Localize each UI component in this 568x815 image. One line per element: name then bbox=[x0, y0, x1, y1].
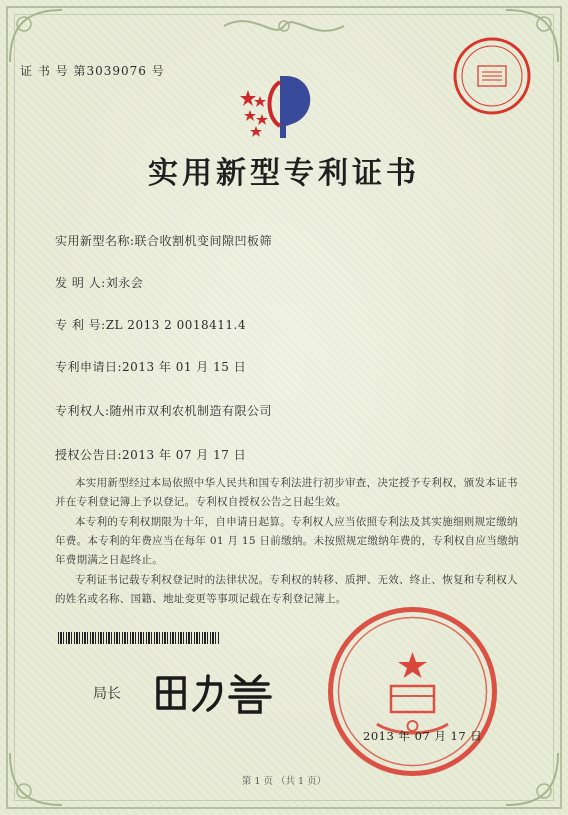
field-value: 随州市双利农机制造有限公司 bbox=[109, 404, 273, 418]
director-signature bbox=[150, 670, 280, 722]
office-seal-icon bbox=[325, 604, 500, 779]
field-application-date bbox=[55, 358, 246, 375]
field-value: 2013 年 07 月 17 日 bbox=[122, 448, 247, 462]
page-note: 第 1 页 （共 1 页） bbox=[241, 776, 327, 787]
paragraph-text: 本专利的专利权期限为十年，自申请日起算。专利权人应当依照专利法及其实施细则规定缴纳年费。本专利的年费应当在每年 01 月 15 日前缴纳。未按照规定缴纳年费的，专利权自应当缴纳年费期满之日起终止。 bbox=[55, 516, 519, 566]
field-grant-date bbox=[55, 446, 246, 463]
certificate-title: 实用新型专利证书 bbox=[148, 156, 420, 191]
field-patent-number bbox=[55, 316, 246, 333]
paragraph-text: 专利证书记载专利权登记时的法律状况。专利权的转移、质押、无效、终止、恢复和专利权人的姓名或名称、国籍、地址变更等事项记载在专利登记簿上。 bbox=[55, 574, 518, 605]
field-patentee bbox=[55, 402, 272, 419]
field-value: ZL 2013 2 0018411.4 bbox=[105, 318, 247, 332]
paragraph-text: 本实用新型经过本局依照中华人民共和国专利法进行初步审查，决定授予专利权，颁发本证书并在专利登记簿上予以登记。专利权自授权公告之日起生效。 bbox=[55, 477, 518, 508]
tax-stamp-seal-icon bbox=[452, 36, 532, 116]
seal-date: 2013 年 07 月 17 日 bbox=[363, 729, 483, 743]
field-value: 刘永会 bbox=[105, 276, 144, 290]
field-label: 授权公告日: bbox=[55, 448, 123, 462]
corner-ornament-icon bbox=[6, 6, 66, 66]
barcode bbox=[58, 632, 220, 644]
signature-icon bbox=[150, 670, 280, 714]
field-label: 专 利 号: bbox=[55, 318, 106, 332]
patent-office-logo-icon bbox=[236, 66, 326, 146]
field-label: 实用新型名称: bbox=[55, 234, 135, 248]
field-value: 联合收割机变间隙凹板筛 bbox=[134, 234, 273, 248]
paragraph-term bbox=[55, 513, 525, 570]
top-ornament-icon bbox=[214, 10, 354, 42]
field-value: 2013 年 01 月 15 日 bbox=[122, 360, 247, 374]
certificate-number: 证 书 号 第3039076 号 bbox=[20, 64, 165, 78]
field-inventor bbox=[55, 274, 143, 291]
field-label: 专利申请日: bbox=[55, 360, 123, 374]
field-label: 发 明 人: bbox=[55, 276, 106, 290]
paragraph-grant bbox=[55, 474, 525, 512]
field-label: 专利权人: bbox=[55, 404, 110, 418]
director-label: 局长 bbox=[93, 686, 121, 702]
field-utility-model-name bbox=[55, 232, 272, 249]
